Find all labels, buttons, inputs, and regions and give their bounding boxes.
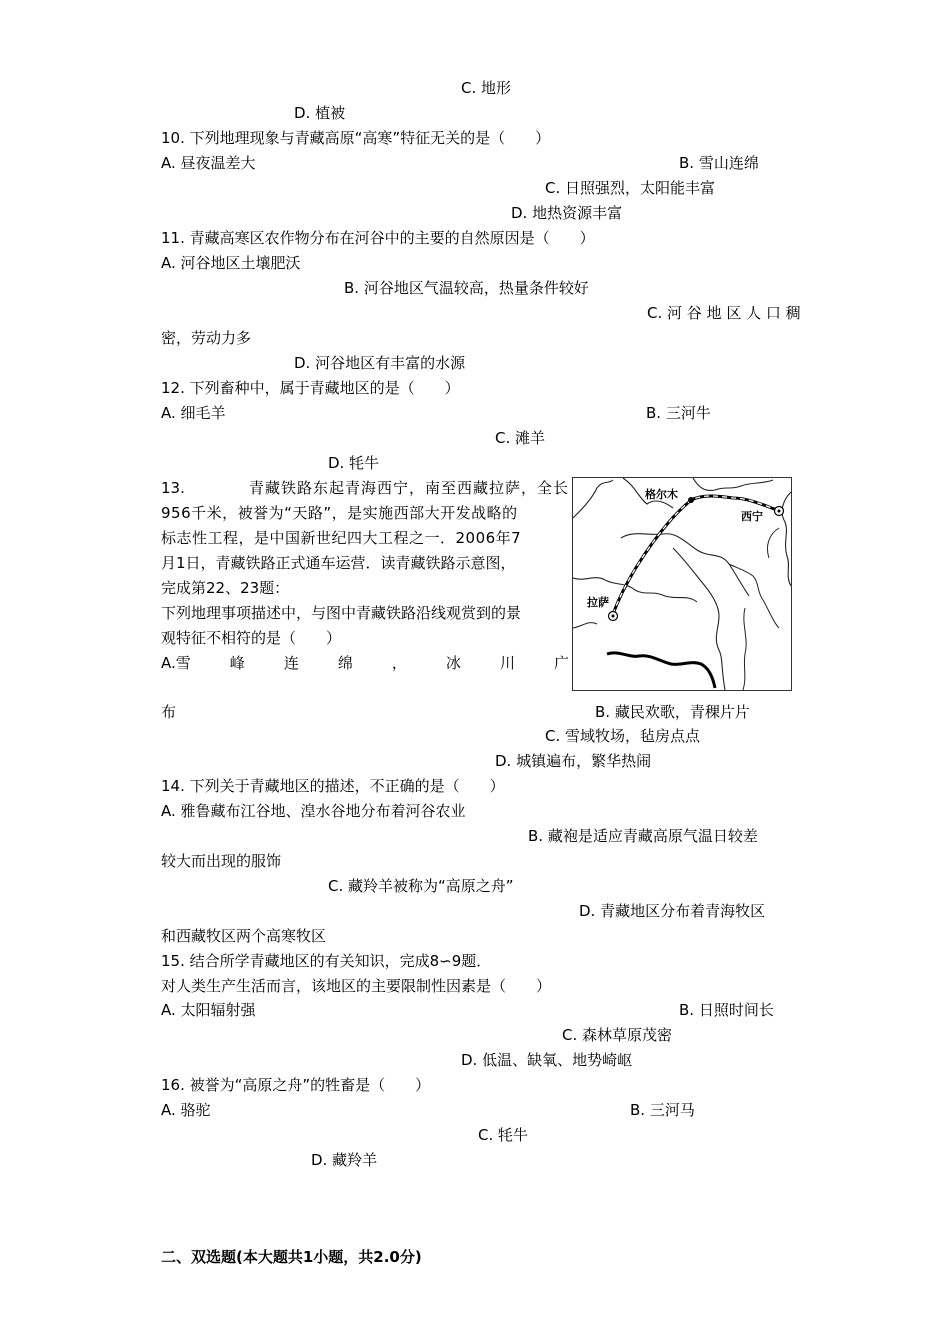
- golmud-station-icon: [688, 497, 694, 503]
- q13-line-2: 956千米，被誉为“天路”，是实施西部大开发战略的: [161, 504, 518, 522]
- q13-option-a-part: ，: [391, 654, 407, 672]
- q15-option-d: D. 低温、缺氧、地势崎岖: [461, 1051, 633, 1069]
- qinghai-tibet-railway-map: [572, 477, 792, 691]
- q11-option-b: B. 河谷地区气温较高，热量条件较好: [344, 279, 589, 297]
- q11-option-d: D. 河谷地区有丰富的水源: [294, 354, 466, 372]
- q10-option-c: C. 日照强烈，太阳能丰富: [545, 179, 716, 197]
- q13-number: 13.: [161, 479, 185, 497]
- q13-line-5: 完成第22、23题：: [161, 579, 290, 597]
- q15-option-a: A. 太阳辐射强: [161, 1001, 256, 1019]
- q10-option-d: D. 地热资源丰富: [511, 204, 623, 222]
- q16-option-a: A. 骆驼: [161, 1101, 211, 1119]
- section-2-heading: 二、双选题(本大题共1小题，共2.0分): [161, 1248, 422, 1266]
- q13-line-1: [161, 478, 569, 498]
- q14-stem: 14. 下列关于青藏地区的描述，不正确的是（ ）: [161, 777, 505, 795]
- q14-option-a: A. 雅鲁藏布江谷地、湟水谷地分布着河谷农业: [161, 802, 466, 820]
- q15-stem: 15. 结合所学青藏地区的有关知识，完成8∽9题．: [161, 952, 492, 970]
- q16-stem: 16. 被誉为“高原之舟”的牲畜是（ ）: [161, 1076, 431, 1094]
- q13-option-a-part: 广: [553, 654, 569, 672]
- q14-option-c: C. 藏羚羊被称为“高原之舟”: [328, 877, 514, 895]
- q15-sub-question: 对人类生产生活而言，该地区的主要限制性因素是（ ）: [161, 977, 552, 995]
- q14-option-b-cont: 较大而出现的服饰: [161, 852, 282, 870]
- q15-option-c: C. 森林草原茂密: [562, 1026, 673, 1044]
- q12-option-c: C. 滩羊: [495, 429, 546, 447]
- q13-option-a-part: 峰: [229, 654, 245, 672]
- q11-option-a: A. 河谷地区土壤肥沃: [161, 254, 301, 272]
- q13-line-4: 月1日，青藏铁路正式通车运营．读青藏铁路示意图，: [161, 554, 516, 572]
- q13-line-1-text: 青藏铁路东起青海西宁，南至西藏拉萨，全长: [248, 479, 569, 497]
- q13-option-a-part: 冰: [445, 654, 461, 672]
- q16-option-c: C. 牦牛: [478, 1126, 529, 1144]
- q13-line-3: 标志性工程，是中国新世纪四大工程之一．2006年7: [161, 529, 522, 547]
- q13-option-a-part: A.雪: [161, 654, 191, 672]
- q12-option-b: B. 三河牛: [646, 404, 711, 422]
- q11-option-c-cont: 密，劳动力多: [161, 329, 252, 347]
- q13-option-c: C. 雪域牧场，毡房点点: [545, 727, 701, 745]
- q11-option-c: C. 河 谷 地 区 人 口 稠: [647, 304, 801, 322]
- q14-option-b: B. 藏袍是适应青藏高原气温日较差: [528, 827, 758, 845]
- q12-option-d: D. 牦牛: [328, 454, 380, 472]
- q16-option-b: B. 三河马: [630, 1101, 695, 1119]
- q9-option-d: D. 植被: [294, 104, 346, 122]
- q11-stem: 11. 青藏高寒区农作物分布在河谷中的主要的自然原因是（ ）: [161, 229, 595, 247]
- q13-option-a-cont: 布: [161, 703, 177, 721]
- map-label-golmud: 格尔木: [645, 488, 678, 501]
- q12-stem: 12. 下列畜种中，属于青藏地区的是（ ）: [161, 379, 460, 397]
- q16-option-d: D. 藏羚羊: [311, 1151, 378, 1169]
- q9-option-c: C. 地形: [461, 79, 512, 97]
- map-label-xining: 西宁: [741, 510, 763, 523]
- map-label-lhasa: 拉萨: [587, 596, 609, 609]
- q10-option-a: A. 昼夜温差大: [161, 154, 256, 172]
- q15-option-b: B. 日照时间长: [679, 1001, 774, 1019]
- q13-option-b: B. 藏民欢歌，青稞片片: [595, 703, 750, 721]
- q13-line-6: 下列地理事项描述中，与图中青藏铁路沿线观赏到的景: [161, 604, 522, 622]
- q13-option-a-part: 川: [499, 654, 515, 672]
- q13-option-d: D. 城镇遍布，繁华热闹: [495, 752, 652, 770]
- q13-option-a-part: 绵: [337, 654, 353, 672]
- q13-option-a-part: 连: [283, 654, 299, 672]
- q14-option-d: D. 青藏地区分布着青海牧区: [579, 902, 766, 920]
- q10-option-b: B. 雪山连绵: [679, 154, 759, 172]
- q10-stem: 10. 下列地理现象与青藏高原“高寒”特征无关的是（ ）: [161, 129, 551, 147]
- q13-line-7: 观特征不相符的是（ ）: [161, 629, 342, 647]
- q14-option-d-cont: 和西藏牧区两个高寒牧区: [161, 927, 327, 945]
- q13-option-a: [161, 653, 569, 673]
- q12-option-a: A. 细毛羊: [161, 404, 226, 422]
